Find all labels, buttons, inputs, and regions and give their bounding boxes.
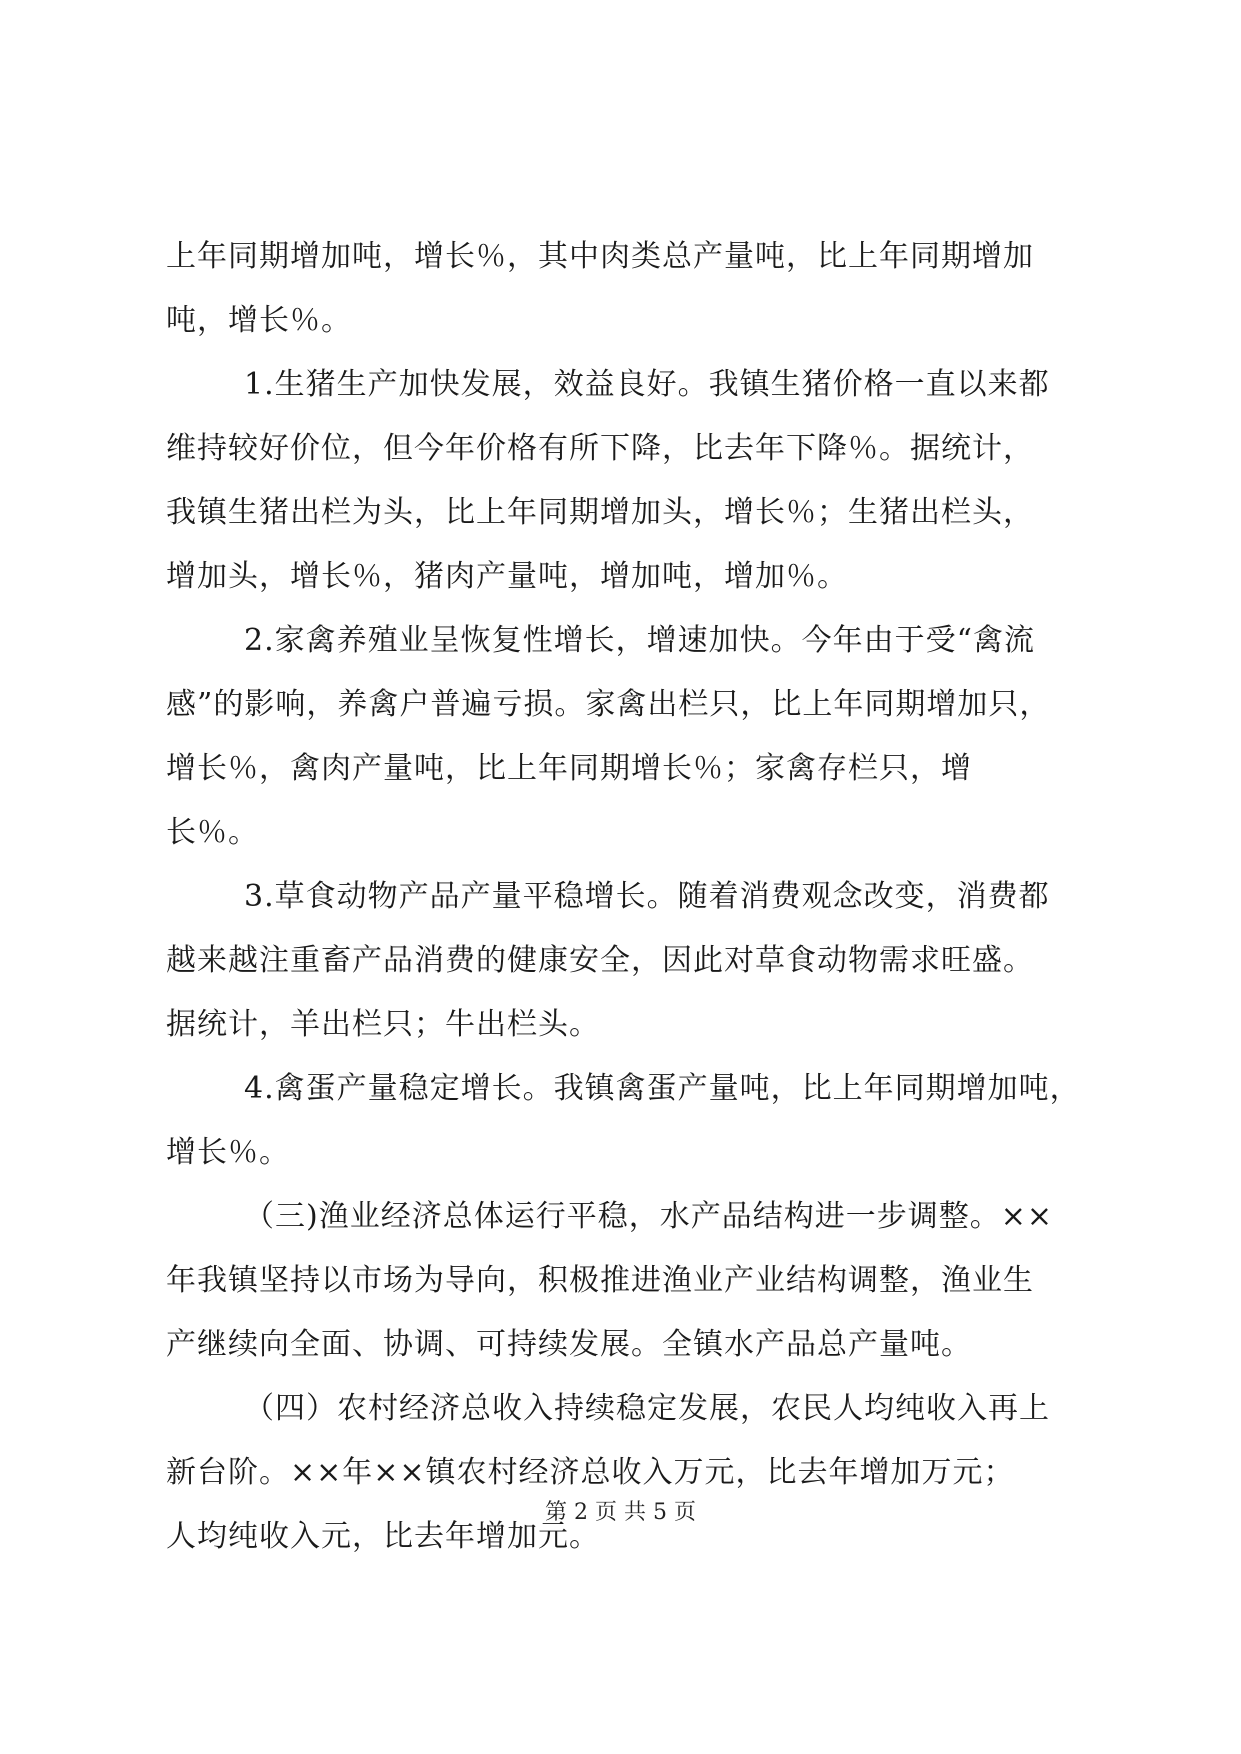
text-line: 2.家禽养殖业呈恢复性增长，增速加快。今年由于受“禽流	[244, 623, 1035, 658]
text-line: 增长％，禽肉产量吨，比上年同期增长％；家禽存栏只，增	[166, 751, 972, 786]
paragraph-pig-production	[166, 353, 1076, 609]
text-line: 上年同期增加吨，增长％，其中肉类总产量吨，比上年同期增加	[166, 239, 1034, 274]
text-line: （三)渔业经济总体运行平稳，水产品结构进一步调整。××	[244, 1199, 1053, 1234]
paragraph-herbivore-products	[166, 865, 1076, 1057]
document-body	[166, 225, 1081, 1569]
text-line: 年我镇坚持以市场为导向，积极推进渔业产业结构调整，渔业生	[166, 1263, 1034, 1298]
page-number-footer: 第 2 页 共 5 页	[545, 1500, 696, 1525]
text-line: 产继续向全面、协调、可持续发展。全镇水产品总产量吨。	[166, 1327, 972, 1362]
paragraph-rural-income	[166, 1377, 1076, 1569]
text-line: 据统计，羊出栏只；牛出栏头。	[166, 1007, 600, 1042]
text-line: 3.草食动物产品产量平稳增长。随着消费观念改变，消费都	[244, 879, 1050, 914]
text-line: 4.禽蛋产量稳定增长。我镇禽蛋产量吨，比上年同期增加吨，	[244, 1071, 1081, 1106]
text-line: 新台阶。××年××镇农村经济总收入万元，比去年增加万元；	[166, 1455, 1015, 1490]
text-line: 吨，增长％。	[166, 303, 352, 338]
text-line: 增长％。	[166, 1135, 290, 1170]
text-line: 人均纯收入元，比去年增加元。	[166, 1519, 600, 1554]
paragraph-livestock-summary-end	[166, 225, 1076, 353]
text-line: 维持较好价位，但今年价格有所下降，比去年下降％。据统计，	[166, 431, 1034, 466]
text-line: 1.生猪生产加快发展，效益良好。我镇生猪价格一直以来都	[244, 367, 1050, 402]
text-line: 越来越注重畜产品消费的健康安全，因此对草食动物需求旺盛。	[166, 943, 1034, 978]
text-line: （四）农村经济总收入持续稳定发展，农民人均纯收入再上	[244, 1391, 1050, 1426]
text-line: 长％。	[166, 815, 259, 850]
text-line: 增加头，增长％，猪肉产量吨，增加吨，增加％。	[166, 559, 848, 594]
paragraph-fishery-economy	[166, 1185, 1076, 1377]
paragraph-poultry-farming	[166, 609, 1076, 865]
paragraph-egg-production	[166, 1057, 1081, 1185]
text-line: 感”的影响，养禽户普遍亏损。家禽出栏只，比上年同期增加只，	[166, 687, 1051, 722]
text-line: 我镇生猪出栏为头，比上年同期增加头，增长％；生猪出栏头，	[166, 495, 1034, 530]
